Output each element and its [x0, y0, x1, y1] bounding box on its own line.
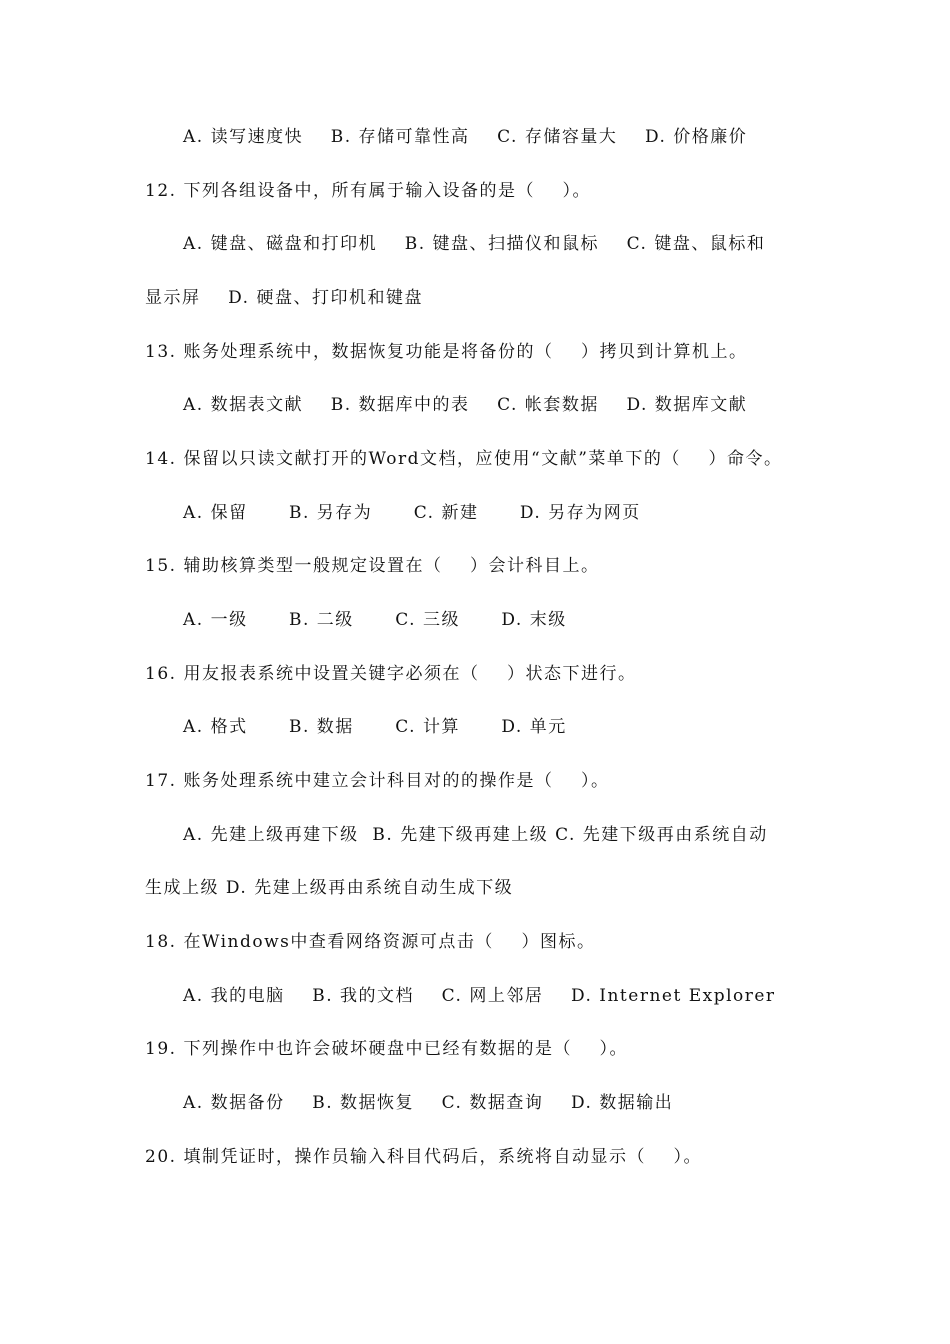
q15-options: A. 一级 B. 二级 C. 三级 D. 末级	[183, 610, 567, 630]
q13-question: 13. 账务处理系统中，数据恢复功能是将备份的（ ）拷贝到计算机上。	[145, 342, 748, 362]
q19-question: 19. 下列操作中也许会破坏硬盘中已经有数据的是（ ）。	[145, 1039, 629, 1059]
q18-question: 18. 在Windows中查看网络资源可点击（ ）图标。	[145, 932, 596, 952]
q16-options: A. 格式 B. 数据 C. 计算 D. 单元	[183, 717, 567, 737]
q19-options: A. 数据备份 B. 数据恢复 C. 数据查询 D. 数据输出	[183, 1093, 674, 1113]
q17-question: 17. 账务处理系统中建立会计科目对的的操作是（ ）。	[145, 771, 610, 791]
q17-options-line2: 生成上级 D. 先建上级再由系统自动生成下级	[145, 878, 514, 898]
q16-question: 16. 用友报表系统中设置关键字必须在（ ）状态下进行。	[145, 664, 637, 684]
q12-options-line2: 显示屏 D. 硬盘、打印机和键盘	[145, 288, 423, 308]
q11-options: A. 读写速度快 B. 存储可靠性高 C. 存储容量大 D. 价格廉价	[183, 127, 748, 147]
q14-options: A. 保留 B. 另存为 C. 新建 D. 另存为网页	[183, 503, 641, 523]
q13-options: A. 数据表文献 B. 数据库中的表 C. 帐套数据 D. 数据库文献	[183, 395, 748, 415]
q17-options-line1: A. 先建上级再建下级 B. 先建下级再建上级 C. 先建下级再由系统自动	[183, 825, 768, 845]
q20-question: 20. 填制凭证时，操作员输入科目代码后，系统将自动显示（ ）。	[145, 1147, 703, 1167]
q12-question: 12. 下列各组设备中，所有属于输入设备的是（ ）。	[145, 181, 592, 201]
q14-question: 14. 保留以只读文献打开的Word文档，应使用“文献”菜单下的（ ）命令。	[145, 449, 783, 469]
q12-options-line1: A. 键盘、磁盘和打印机 B. 键盘、扫描仪和鼠标 C. 键盘、鼠标和	[183, 234, 766, 254]
q15-question: 15. 辅助核算类型一般规定设置在（ ）会计科目上。	[145, 556, 600, 576]
q18-options: A. 我的电脑 B. 我的文档 C. 网上邻居 D. Internet Explorer	[183, 986, 776, 1006]
